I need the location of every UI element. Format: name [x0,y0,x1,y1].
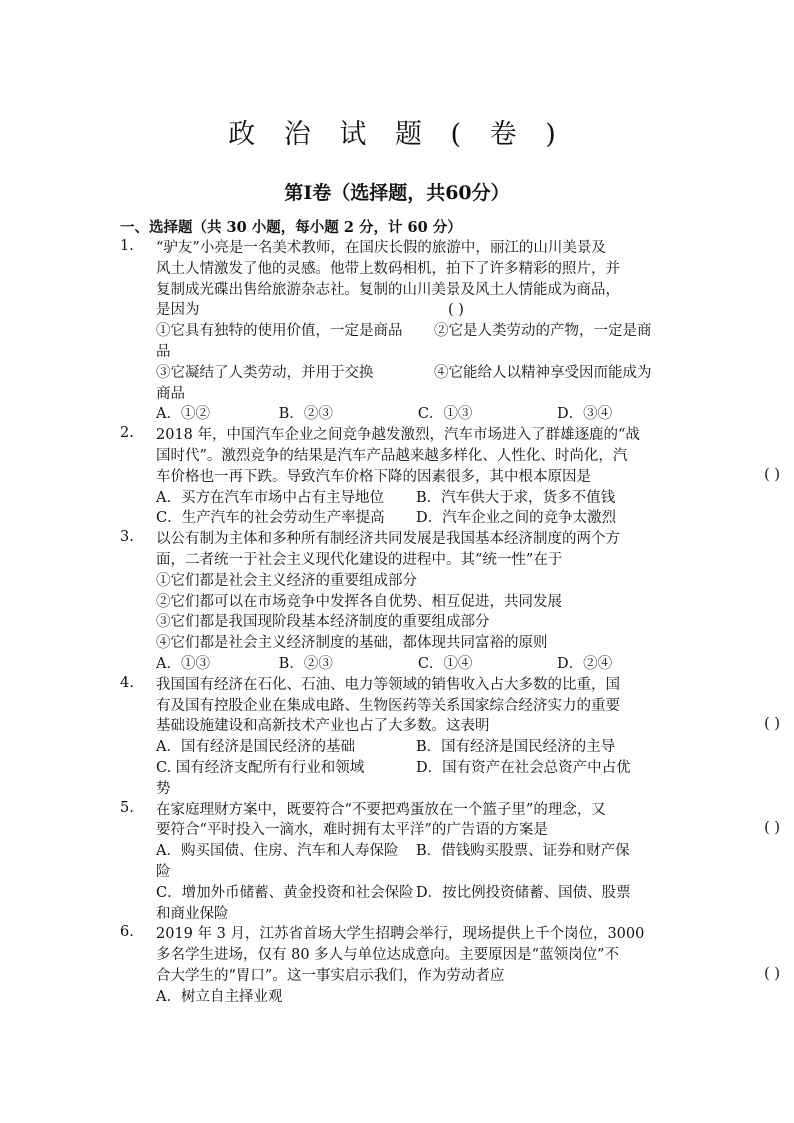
statement-2: ②它们都可以在市场竞争中发挥各自优势、相互促进，共同发展 [156,593,562,610]
option-b[interactable]: B．②③ [278,406,333,423]
question-text: 基础设施建设和高新技术产业也占了大多数。这表明 [156,718,490,735]
answer-bracket[interactable]: ( ) [764,466,780,483]
page-title: 政 治 试 题 ( 卷 ) [228,119,566,150]
question-text: 在家庭理财方案中，既要符合“不要把鸡蛋放在一个篮子里”的理念，又 [156,801,606,818]
statement-3: ③它凝结了人类劳动，并用于交换 [156,364,374,381]
option-row [156,654,676,675]
question-4 [120,675,780,800]
option-b[interactable]: B．借钱购买股票、证券和财产保 [416,843,630,860]
option-continuation: 和商业保险 [156,905,229,922]
answer-bracket[interactable]: ( ) [764,965,780,982]
option-c[interactable]: C．增加外币储蓄、黄金投资和社会保险 [156,884,414,901]
option-d[interactable]: D．汽车企业之间的竞争太激烈 [416,510,617,527]
option-c[interactable]: C. 国有经济支配所有行业和领域 [156,759,365,776]
option-a[interactable]: A．①② [156,406,210,423]
question-text: 风土人情激发了他的灵感。他带上数码相机，拍下了许多精彩的照片，并 [156,260,620,277]
option-continuation: 险 [156,863,171,880]
option-c[interactable]: C．①④ [417,655,473,672]
question-text: 面，二者统一于社会主义现代化建设的进程中。其“统一性”在于 [156,551,563,568]
question-text: “驴友”小亮是一名美术教师，在国庆长假的旅游中，丽江的山川美景及 [156,240,606,256]
option-d[interactable]: D．②④ [556,655,613,672]
question-text: 有及国有控股企业在集成电路、生物医药等关系国家综合经济实力的重要 [156,697,620,714]
question-number: 4. [120,674,134,691]
question-1 [120,238,780,425]
question-text: 国时代”。激烈竞争的结果是汽车产品越来越多样化、人性化、时尚化，汽 [156,447,628,464]
question-text: 以公有制为主体和多种所有制经济共同发展是我国基本经济制度的两个方 [156,531,620,548]
question-text: 我国国有经济在石化、石油、电力等领域的销售收入占大多数的比重，国 [156,676,620,693]
statement-continuation: 品 [156,343,171,360]
option-continuation: 势 [156,780,171,797]
statement-4: ④它们都是社会主义经济制度的基础，都体现共同富裕的原则 [156,635,548,652]
option-c[interactable]: C．生产汽车的社会劳动生产率提高 [156,510,385,527]
option-c[interactable]: C．①③ [417,406,473,423]
statement-1: ①它具有独特的使用价值，一定是商品 [156,323,403,340]
answer-bracket[interactable]: ( ) [764,716,780,733]
option-a[interactable]: A．买方在汽车市场中占有主导地位 [156,489,384,506]
question-text: 多名学生进场，仅有 80 多人与单位达成意向。主要原因是“蓝领岗位”不 [156,947,619,964]
question-number: 5. [120,799,134,816]
question-number: 2. [120,425,134,442]
section-subtitle: 第Ⅰ卷（选择题，共60分） [284,182,510,204]
option-row [156,841,676,862]
question-text-tail: 是因为 [156,302,200,319]
section-heading: 一、选择题（共 30 小题，每小题 2 分，计 60 分） [120,219,462,236]
option-a[interactable]: A．购买国债、住房、汽车和人寿保险 [156,843,399,860]
answer-bracket[interactable]: ( ) [764,820,780,837]
question-2 [120,425,780,529]
statement-3: ③它们都是我国现阶段基本经济制度的重要组成部分 [156,614,490,631]
option-b[interactable]: B．②③ [278,655,333,672]
option-d[interactable]: D．按比例投资储蓄、国债、股票 [416,884,631,901]
option-a[interactable]: A．树立自主择业观 [156,988,283,1005]
question-text: 复制成光碟出售给旅游杂志社。复制的山川美景及风土人情能成为商品， [156,281,620,298]
statement-4: ④它能给人以精神享受因而能成为 [434,364,652,381]
option-row [156,488,676,509]
option-d[interactable]: D．③④ [556,406,613,423]
option-row [156,404,676,425]
statement-continuation: 商品 [156,385,185,402]
option-row [156,508,676,529]
option-a[interactable]: A．①③ [156,655,210,672]
question-text: 2018 年，中国汽车企业之间竞争越发激烈，汽车市场进入了群雄逐鹿的“战 [156,427,640,444]
statement [156,321,676,342]
question-number: 1. [120,238,134,254]
question-text: 车价格也一再下跌。导致汽车价格下降的因素很多，其中根本原因是 [156,468,591,485]
option-row [156,737,676,758]
option-row [156,883,676,904]
statement-2: ②它是人类劳动的产物，一定是商 [434,323,652,340]
question-text: 合大学生的“胃口”。这一事实启示我们，作为劳动者应 [156,967,505,984]
statement [156,363,676,384]
question-5 [120,800,780,925]
option-b[interactable]: B．国有经济是国民经济的主导 [416,739,616,756]
question-3 [120,529,780,675]
option-d[interactable]: D．国有资产在社会总资产中占优 [416,759,631,776]
question-text: 2019 年 3 月，江苏省首场大学生招聘会举行，现场提供上千个岗位，3000 [156,926,645,943]
question-6 [120,924,780,1007]
answer-bracket[interactable]: ( ) [448,302,464,319]
question-list [120,238,780,1007]
statement-1: ①它们都是社会主义经济的重要组成部分 [156,572,417,589]
question-number: 3. [120,529,134,546]
question-number: 6. [120,924,134,941]
option-a[interactable]: A．国有经济是国民经济的基础 [156,739,355,756]
question-text [156,300,676,321]
question-text: 要符合“平时投入一滴水，难时拥有太平洋”的广告语的方案是 [156,822,548,839]
option-row [156,758,676,779]
option-b[interactable]: B．汽车供大于求，货多不值钱 [416,489,616,506]
